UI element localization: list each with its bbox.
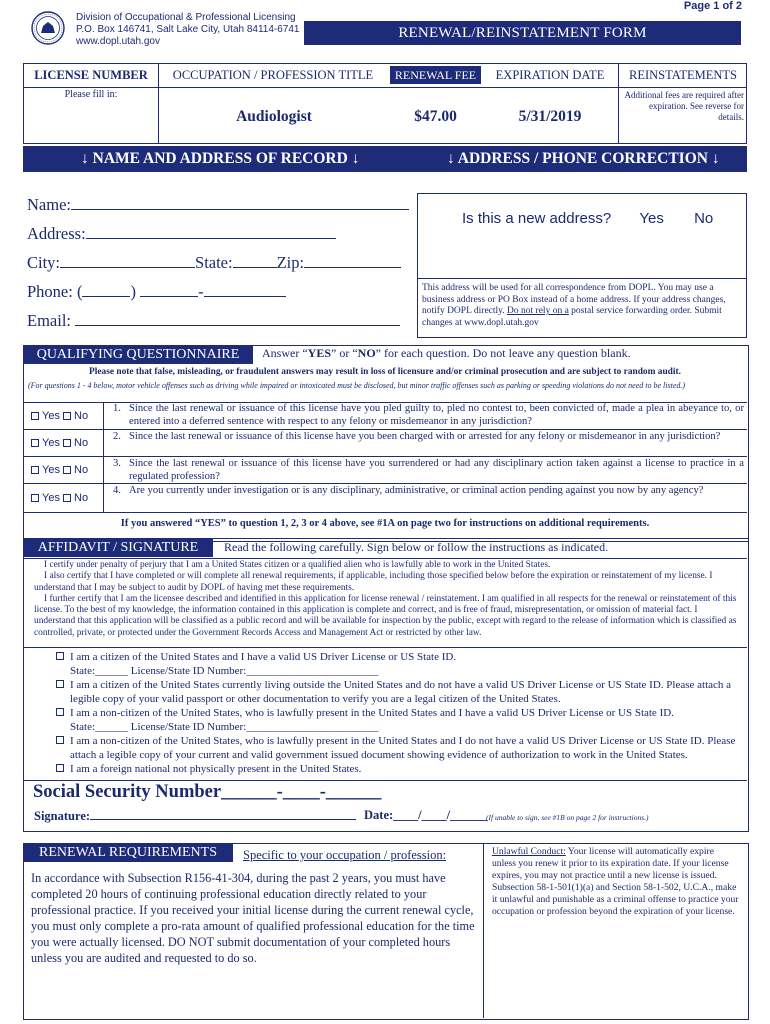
phone-line-field[interactable] bbox=[204, 281, 286, 297]
city-label: City: bbox=[27, 253, 61, 272]
citizenship-option: I am a non-citizen of the United States, who is lawfully present in the United States and I have a valid US Driver License or US State ID. State:______ License/State ID Number:________________________ bbox=[54, 706, 744, 734]
date-field[interactable]: ____/____/______ bbox=[393, 808, 488, 822]
option-2-checkbox[interactable] bbox=[56, 680, 64, 688]
citizenship-option: I am a citizen of the United States and I have a valid US Driver License or US State ID. State:______ License/State ID Number:________________________ bbox=[54, 650, 744, 678]
q2-yes-checkbox[interactable] bbox=[31, 439, 39, 447]
expiration-value: 5/31/2019 bbox=[518, 108, 582, 125]
correction-area[interactable] bbox=[418, 236, 746, 279]
license-number-label: LICENSE NUMBER bbox=[34, 68, 148, 82]
signature-label: Signature: bbox=[34, 809, 91, 823]
phone-area-field[interactable] bbox=[82, 281, 130, 297]
address-field[interactable] bbox=[86, 223, 336, 239]
citizenship-option: I am a non-citizen of the United States, who is lawfully present in the United States and I do not have a valid US Driver License or US State ID. Please attach a legible copy of your current and valid government issued document showing evidence of authorization to work in the United States. bbox=[54, 734, 744, 762]
affidavit-para-3: I further certify that I am the licensee described and identified in this application for license renewal / reinstatement. I am qualified in all respects for the renewal or reinstatement of this license. To the best of my knowledge, the information contained in this application is complete and correct, and is free of fraud, misrepresentation, or omission of material fact. I understand that this application will be classified as a public record and will be available for inspection by the public, except with regard to the release of information which is classified as controlled, private, or protected under the Government Records Access and Management Act or restricted by other law. bbox=[34, 593, 737, 638]
reinstatements-label: REINSTATEMENTS bbox=[628, 68, 738, 82]
q3-no-checkbox[interactable] bbox=[63, 466, 71, 474]
question-row: Yes No 3. Since the last renewal or issuance of this license have you surrendered or had any disciplinary action taken against a license to practice in a regulated profession? bbox=[23, 457, 747, 484]
question-4-text: Are you currently under investigation or is any disciplinary, administrative, or criminal action pending against you now by any agency? bbox=[129, 485, 704, 496]
state-field[interactable] bbox=[233, 252, 277, 268]
unable-to-sign-note: (If unable to sign, see #1B on page 2 for instructions.) bbox=[486, 813, 649, 822]
unlawful-conduct-label: Unlawful Conduct: bbox=[492, 846, 566, 857]
citizenship-option: I am a citizen of the United States currently living outside the United States and do not have a valid US Driver License or US State ID. Please attach a legible copy of your valid passport or other documentation to verify you are a legal citizen of the United States. bbox=[54, 678, 744, 706]
question-2-text: Since the last renewal or issuance of this license have you been charged with or arrested for any felony or misdemeanor in any jurisdiction? bbox=[129, 431, 721, 442]
license-table bbox=[23, 63, 747, 144]
new-address-note: This address will be used for all correspondence from DOPL. You may use a business address or PO Box instead of a home address. If your address changes, notify DOPL directly. Do not rely on a postal service forwarding order. Submit changes at www.dopl.utah.gov bbox=[422, 283, 726, 328]
unlawful-conduct-note bbox=[492, 846, 740, 918]
questionnaire-footer: If you answered “YES” to question 1, 2, 3 or 4 above, see #1A on page two for instructions on additional requirements. bbox=[120, 518, 650, 529]
renewal-requirements-title: RENEWAL REQUIREMENTS bbox=[39, 844, 217, 860]
signature-field[interactable] bbox=[90, 808, 356, 820]
q4-yes-checkbox[interactable] bbox=[31, 494, 39, 502]
questionnaire-title-bar bbox=[23, 345, 253, 364]
question-row: Yes No 4. Are you currently under investigation or is any disciplinary, administrative, or criminal action pending against you now by any agency? bbox=[23, 484, 747, 513]
questionnaire-instruction: Answer “YES” or “NO” for each question. Do not leave any question blank. bbox=[262, 346, 631, 360]
question-row: Yes No 2. Since the last renewal or issuance of this license have you been charged with or arrested for any felony or misdemeanor in any jurisdiction? bbox=[23, 430, 747, 457]
form-title-bar bbox=[304, 21, 741, 45]
address-correction-box bbox=[417, 193, 747, 338]
renewal-fee-header bbox=[390, 66, 481, 84]
questionnaire-title: QUALIFYING QUESTIONNAIRE bbox=[36, 346, 240, 362]
ssn-label: Social Security Number bbox=[33, 782, 222, 802]
zip-field[interactable] bbox=[304, 252, 401, 268]
expiration-label: EXPIRATION DATE bbox=[495, 68, 605, 82]
question-row: Yes No 1. Since the last renewal or issuance of this license have you pled guilty to, pled no contest to, been convicted of, made a plea in abeyance to, or entered into a deferred sentence with respect to any felony or misdemeanor in any jurisdiction? bbox=[23, 402, 747, 430]
phone-dash: - bbox=[198, 282, 204, 301]
license-number-hint: Please fill in: bbox=[64, 89, 118, 100]
banner-correction-title: ↓ ADDRESS / PHONE CORRECTION ↓ bbox=[447, 150, 720, 167]
ssn-field[interactable]: ______-____-______ bbox=[221, 782, 382, 802]
license-number-input[interactable] bbox=[30, 104, 152, 138]
page-number: Page 1 of 2 bbox=[683, 0, 742, 12]
date-row bbox=[364, 808, 488, 823]
affidavit-para-2: I also certify that I have completed or will complete all renewal requirements, if applicable, including those specified below before the expiration or reinstatement of my license. I understand that I may be subject to audit by DOPL of having met these requirements. bbox=[34, 571, 713, 593]
occupation-value: Audiologist bbox=[236, 108, 312, 125]
affidavit-instruction: Read the following carefully. Sign below or follow the instructions as indicated. bbox=[224, 540, 609, 554]
banner-record-title: ↓ NAME AND ADDRESS OF RECORD ↓ bbox=[81, 150, 360, 167]
unlawful-conduct-text: Your license will automatically expire unless you renew it prior to its expiration date. If your license expires, you may not practice until a new license is issued. Subsection 58-1-501(1)(a) and Section 58-1-502, U.C.A., make it unlawful and punishable as a criminal offense to practice your occupation or profession beyond the expiration of your license. bbox=[492, 846, 739, 917]
new-address-no[interactable]: No bbox=[694, 210, 714, 227]
question-1-text: Since the last renewal or issuance of this license have you pled guilty to, pled no contest to, been convicted of, made a plea in abeyance to, or entered into a deferred sentence with respect to any felony or misdemeanor in any jurisdiction? bbox=[129, 403, 744, 427]
q1-no-checkbox[interactable] bbox=[63, 412, 71, 420]
renewal-requirements-subtitle: Specific to your occupation / profession: bbox=[243, 848, 447, 862]
ssn-row bbox=[33, 782, 381, 803]
option-5-checkbox[interactable] bbox=[56, 764, 64, 772]
option-1-checkbox[interactable] bbox=[56, 652, 64, 660]
renewal-fee-label: RENEWAL FEE bbox=[394, 67, 477, 82]
renewal-fee-value: $47.00 bbox=[414, 108, 457, 125]
city-field[interactable] bbox=[60, 252, 195, 268]
email-field[interactable] bbox=[75, 310, 400, 326]
citizenship-option: I am a foreign national not physically present in the United States. bbox=[54, 762, 744, 776]
phone-close-paren: ) bbox=[130, 282, 136, 301]
questionnaire-note: (For questions 1 - 4 below, motor vehicle offenses such as driving while impaired or intoxicated must be disclosed, but minor traffic offenses such as parking or speeding violations do not need to be listed.) bbox=[28, 381, 686, 390]
occupation-label: OCCUPATION / PROFESSION TITLE bbox=[172, 68, 374, 82]
phone-prefix-field[interactable] bbox=[140, 281, 198, 297]
state-label: State: bbox=[195, 253, 233, 272]
renewal-requirements-body: In accordance with Subsection R156-41-304, during the past 2 years, you must have completed 20 hours of continuing professional education directly related to your professional practice. If you received your initial license during the current renewal cycle, you must only complete a pro-rata amount of qualified professional education for the time you were actually licensed. DO NOT submit documentation of your completed hours unless you are audited and requested to do so. bbox=[31, 871, 475, 965]
new-address-yes[interactable]: Yes bbox=[639, 210, 664, 227]
renewal-requirements-title-bar bbox=[23, 843, 233, 862]
affidavit-paragraphs bbox=[34, 560, 740, 639]
header-address: P.O. Box 146741, Salt Lake City, Utah 84114-6741 bbox=[76, 24, 300, 35]
address-label: Address: bbox=[27, 224, 86, 243]
option-4-checkbox[interactable] bbox=[56, 736, 64, 744]
signature-row bbox=[34, 808, 356, 824]
citizenship-options bbox=[54, 650, 744, 776]
q4-no-checkbox[interactable] bbox=[63, 494, 71, 502]
header-website[interactable]: www.dopl.utah.gov bbox=[76, 36, 160, 47]
record-banner bbox=[23, 146, 747, 172]
zip-label: Zip: bbox=[276, 253, 305, 272]
questionnaire-warning: Please note that false, misleading, or fraudulent answers may result in loss of licensure and/or criminal prosecution and are subject to random audit. bbox=[89, 367, 681, 377]
q3-yes-checkbox[interactable] bbox=[31, 466, 39, 474]
q2-no-checkbox[interactable] bbox=[63, 439, 71, 447]
date-label: Date: bbox=[364, 808, 394, 822]
option-3-checkbox[interactable] bbox=[56, 708, 64, 716]
affidavit-title-bar bbox=[23, 538, 213, 557]
q1-yes-checkbox[interactable] bbox=[31, 412, 39, 420]
state-seal-logo bbox=[31, 11, 65, 45]
name-field[interactable] bbox=[71, 194, 409, 210]
name-label: Name: bbox=[27, 195, 71, 214]
phone-label: Phone: ( bbox=[27, 282, 83, 301]
new-address-question: Is this a new address? bbox=[462, 210, 612, 227]
form-title: RENEWAL/REINSTATEMENT FORM bbox=[398, 24, 647, 41]
affidavit-para-1: I certify under penalty of perjury that I am a United States citizen or a qualified alien who is lawfully able to work in the United States. bbox=[44, 560, 551, 570]
question-3-text: Since the last renewal or issuance of this license have you surrendered or had any disciplinary action taken against a license to practice in a regulated profession? bbox=[129, 458, 744, 482]
reinstatements-note: Additional fees are required after expiration. See reverse for details. bbox=[624, 90, 744, 122]
record-fields bbox=[27, 190, 417, 340]
affidavit-title: AFFIDAVIT / SIGNATURE bbox=[37, 539, 199, 555]
email-label: Email: bbox=[27, 311, 71, 330]
header-division: Division of Occupational & Professional Licensing bbox=[76, 12, 296, 23]
